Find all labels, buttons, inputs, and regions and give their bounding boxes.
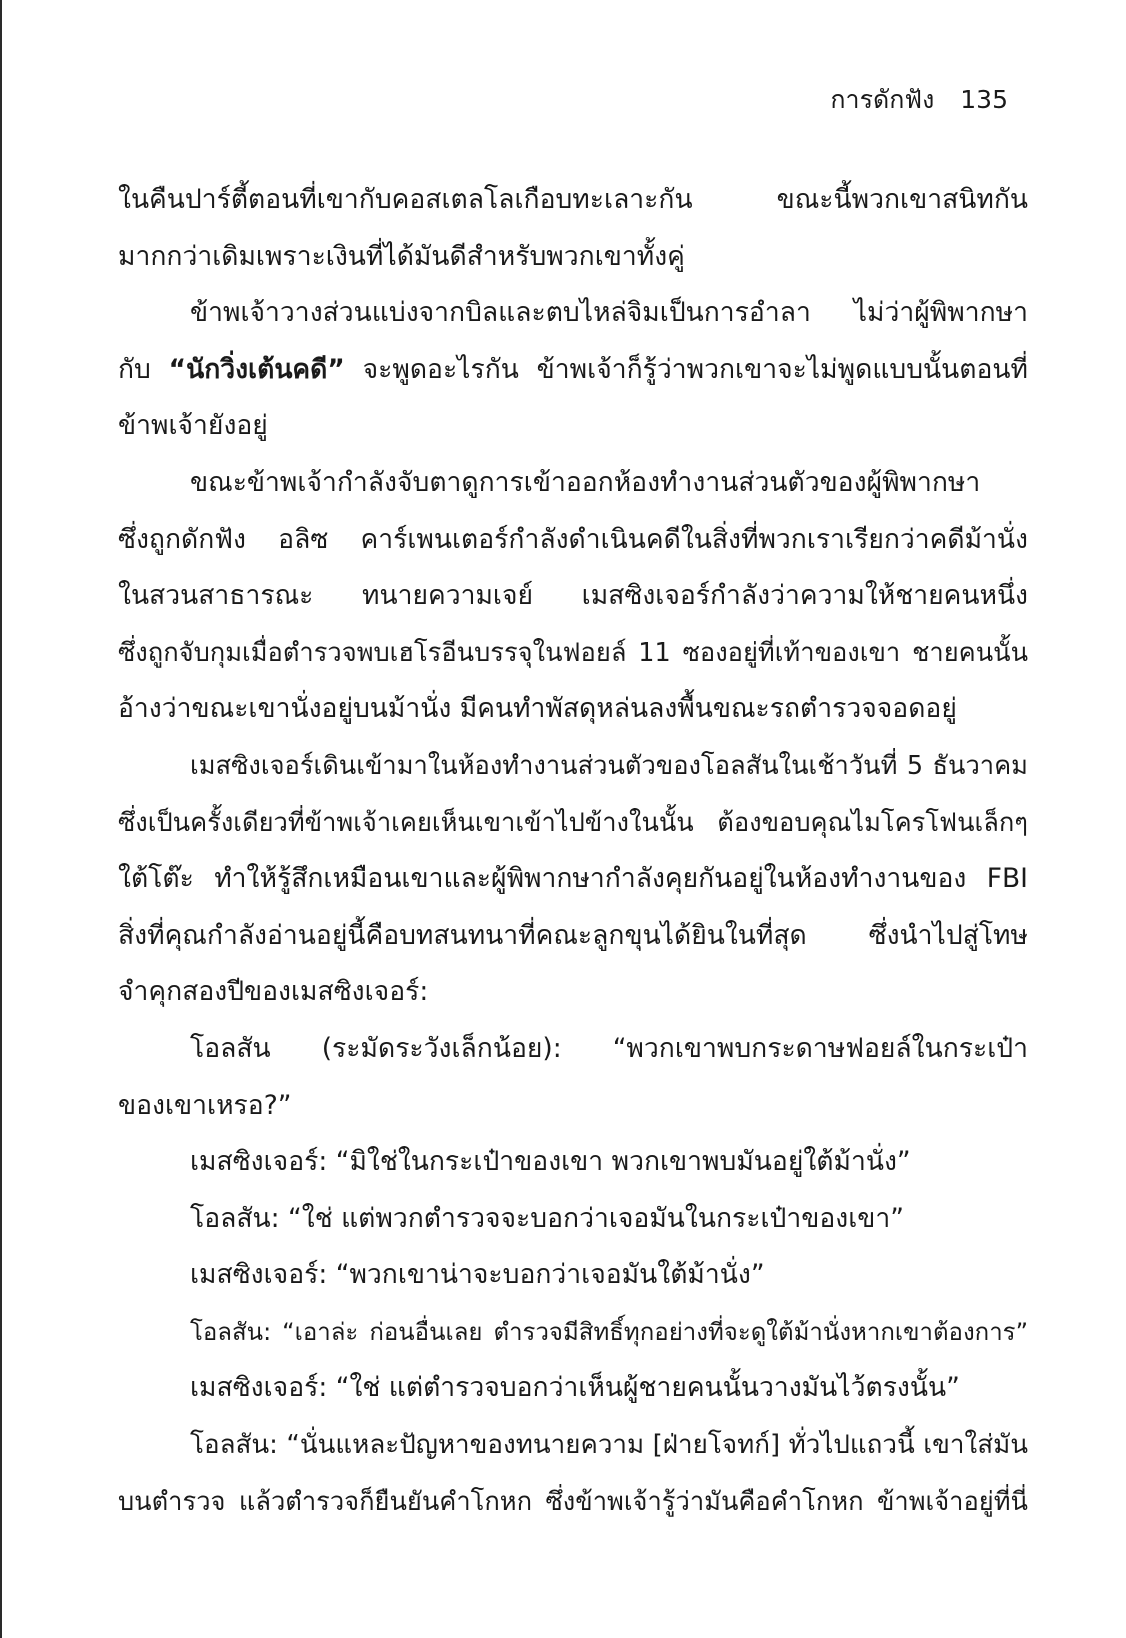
text-line: สิ่งที่คุณกำลังอ่านอยู่นี้คือบทสนทนาที่คณะลูกขุนได้ยินในที่สุด ซึ่งนำไปสู่โทษ <box>118 919 1028 951</box>
emphasized-term: “นักวิ่งเต้นคดี” <box>168 353 345 385</box>
text-line: ซึ่งเป็นครั้งเดียวที่ข้าพเจ้าเคยเห็นเขาเข้าไปข้างในนั้น ต้องขอบคุณไมโครโฟนเล็กๆ <box>118 807 1028 838</box>
text-fragment: กับ <box>118 353 169 385</box>
paragraph-start-line: ข้าพเจ้าวางส่วนแบ่งจากบิลและตบไหล่จิมเป็นการอำลา ไม่ว่าผู้พิพากษา <box>190 297 1028 329</box>
text-line: จำคุกสองปีของเมสซิงเจอร์: <box>118 976 429 1008</box>
chapter-title: การดักฟัง <box>830 85 935 114</box>
text-line: ใต้โต๊ะ ทำให้รู้สึกเหมือนเขาและผู้พิพากษากำลังคุยกันอยู่ในห้องทำงานของ FBI <box>118 863 1028 895</box>
text-line: ซึ่งถูกดักฟัง อลิซ คาร์เพนเตอร์กำลังดำเนินคดีในสิ่งที่พวกเราเรียกว่าคดีม้านั่ง <box>118 523 1028 555</box>
text-line: มากกว่าเดิมเพราะเงินที่ได้มันดีสำหรับพวกเขาทั้งคู่ <box>118 240 685 272</box>
paragraph-start-line: เมสซิงเจอร์เดินเข้ามาในห้องทำงานส่วนตัวของโอลสันในเช้าวันที่ 5 ธันวาคม <box>190 750 1028 781</box>
text-fragment: จะพูดอะไรกัน ข้าพเจ้าก็รู้ว่าพวกเขาจะไม่พูดแบบนั้นตอนที่ <box>344 353 1028 385</box>
text-line: ในสวนสาธารณะ ทนายความเจย์ เมสซิงเจอร์กำลังว่าความให้ชายคนหนึ่ง <box>118 580 1028 612</box>
dialogue-line: เมสซิงเจอร์: “มิใช่ในกระเป๋าของเขา พวกเขาพบมันอยู่ใต้ม้านั่ง” <box>190 1146 911 1178</box>
text-line: ในคืนปาร์ตี้ตอนที่เขากับคอสเตลโลเกือบทะเลาะกัน ขณะนี้พวกเขาสนิทกัน <box>118 184 1028 215</box>
text-line: ซึ่งถูกจับกุมเมื่อตำรวจพบเฮโรอีนบรรจุในฟอยล์ 11 ซองอยู่ที่เท้าของเขา ชายคนนั้น <box>118 637 1028 668</box>
body-text <box>118 172 1028 1530</box>
dialogue-line: เมสซิงเจอร์: “พวกเขาน่าจะบอกว่าเจอมันใต้ม้านั่ง” <box>190 1259 765 1291</box>
dialogue-line: โอลสัน: “ใช่ แต่พวกตำรวจจะบอกว่าเจอมันในกระเป๋าของเขา” <box>190 1202 904 1234</box>
text-line: ของเขาเหรอ?” <box>118 1089 292 1121</box>
text-line: อ้างว่าขณะเขานั่งอยู่บนม้านั่ง มีคนทำพัสดุหล่นลงพื้นขณะรถตำรวจจอดอยู่ <box>118 693 957 725</box>
dialogue-line: โอลสัน (ระมัดระวังเล็กน้อย): “พวกเขาพบกระดาษฟอยล์ในกระเป๋า <box>190 1032 1028 1064</box>
dialogue-line: โอลสัน: “นั่นแหละปัญหาของทนายความ [ฝ่ายโจทก์] ทั่วไปแถวนี้ เขาใส่มัน <box>190 1430 1028 1461</box>
running-header <box>830 82 1008 118</box>
dialogue-line: โอลสัน: “เอาล่ะ ก่อนอื่นเลย ตำรวจมีสิทธิ์ทุกอย่างที่จะดูใต้ม้านั่งหากเขาต้องการ” <box>190 1317 1028 1346</box>
dialogue-line: เมสซิงเจอร์: “ใช่ แต่ตำรวจบอกว่าเห็นผู้ชายคนนั้นวางมันไว้ตรงนั้น” <box>190 1372 960 1404</box>
page-edge-rule <box>0 0 2 1638</box>
text-line: บนตำรวจ แล้วตำรวจก็ยืนยันคำโกหก ซึ่งข้าพเจ้ารู้ว่ามันคือคำโกหก ข้าพเจ้าอยู่ที่นี่ <box>118 1486 1028 1517</box>
page-number: 135 <box>960 85 1008 114</box>
paragraph-start-line: ขณะข้าพเจ้ากำลังจับตาดูการเข้าออกห้องทำงานส่วนตัวของผู้พิพากษา <box>190 466 981 498</box>
text-line <box>118 342 1028 399</box>
text-line: ข้าพเจ้ายังอยู่ <box>118 410 268 442</box>
